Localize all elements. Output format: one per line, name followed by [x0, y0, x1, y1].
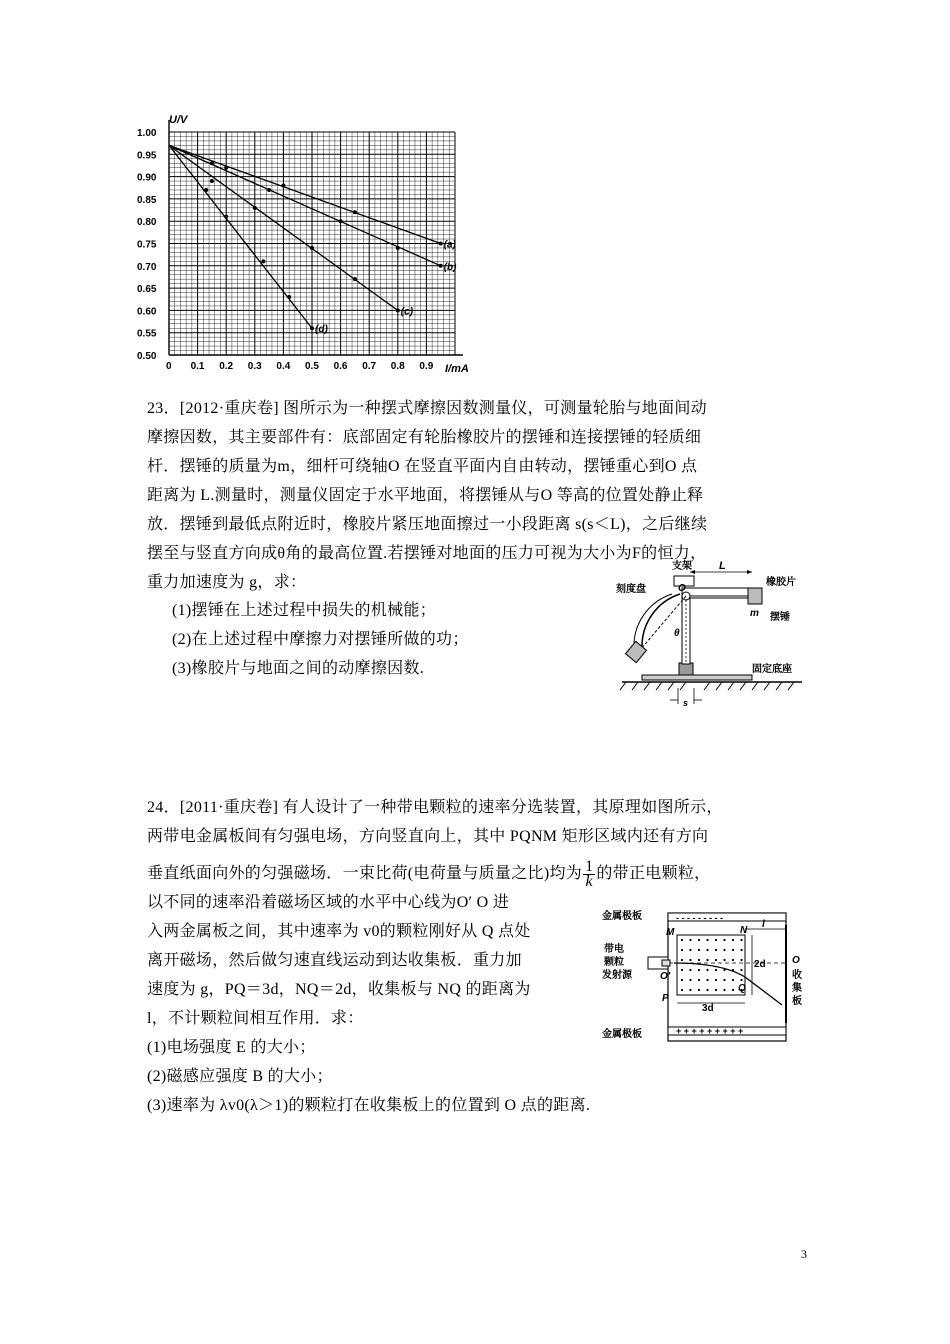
- q24-line-4: 以不同的速率沿着磁场区域的水平中心线为O′ O 进: [147, 894, 510, 911]
- fig24-collector-3: 板: [792, 996, 802, 1007]
- y-tick-label: 0.50: [137, 351, 157, 362]
- fig24-source-label-2: 颗粒: [604, 957, 624, 968]
- field-dot: [698, 959, 700, 961]
- field-dot: [698, 979, 700, 981]
- y-tick-label: 0.65: [137, 284, 157, 296]
- fig23-s-label: s: [683, 698, 689, 708]
- data-point: [210, 179, 214, 183]
- fig23-support-label: 支架: [672, 561, 692, 572]
- chart-ticks: [137, 128, 434, 372]
- q23-sub-2: (2)在上述过程中摩擦力对摆锤所做的功；: [172, 631, 469, 648]
- x-tick-label: 0.8: [390, 361, 405, 372]
- x-tick-label: 0.7: [362, 361, 377, 372]
- y-tick-label: 0.90: [137, 172, 157, 184]
- field-dot: [681, 939, 683, 941]
- fig23-O-label: O: [678, 583, 686, 594]
- data-point: [210, 161, 214, 165]
- data-point: [310, 326, 314, 330]
- field-dot: [689, 939, 691, 941]
- x-tick-label: 0.2: [219, 361, 234, 372]
- y-tick-label: 0.55: [137, 328, 157, 340]
- data-point: [253, 206, 257, 210]
- fig24-3d-label: 3d: [702, 1003, 714, 1014]
- fig24-top-plate-label: 金属极板: [602, 911, 642, 922]
- q24-line-3: [147, 859, 723, 889]
- fig23-rubber-label: 橡胶片: [766, 577, 796, 588]
- q23-line-6: 摆至与竖直方向成θ角的最高位置.若摆锤对地面的压力可视为大小为F的恒力，: [147, 545, 707, 562]
- fig24-Oprime-label: O′: [660, 971, 671, 982]
- field-dot: [723, 939, 725, 941]
- field-dot: [706, 939, 708, 941]
- fig24-O-label: O: [792, 955, 800, 966]
- velocity-selector-figure: [602, 905, 814, 1045]
- field-dot: [706, 949, 708, 951]
- data-point: [261, 259, 265, 263]
- q24-line-3a: 垂直纸面向外的匀强磁场．一束比荷(电荷量与质量之比)均为: [147, 865, 583, 882]
- field-dot: [740, 959, 742, 961]
- y-tick-label: 0.80: [137, 217, 157, 229]
- y-tick-label: 0.60: [137, 306, 157, 318]
- y-tick-label: 1.00: [137, 128, 157, 139]
- y-tick-label: 0.95: [137, 150, 157, 162]
- x-tick-label: 0.5: [305, 361, 319, 372]
- fig24-2d-label: 2d: [754, 959, 766, 970]
- data-point: [287, 295, 291, 299]
- fig24-top-charges: - - - - - - - - -: [676, 913, 723, 923]
- fig23-hammer-label: 摆锤: [770, 612, 790, 623]
- q24-line-5: 入两金属板之间，其中速率为 v0的颗粒刚好从 Q 点处: [147, 923, 531, 940]
- data-point: [353, 277, 357, 281]
- q24-line-8: l，不计颗粒间相互作用．求：: [147, 1010, 364, 1027]
- field-dot: [698, 989, 700, 991]
- field-dot: [681, 969, 683, 971]
- field-dot: [740, 969, 742, 971]
- series-label: (d): [315, 324, 328, 336]
- fig23-L-label: L: [719, 560, 726, 572]
- field-dot: [732, 979, 734, 981]
- q23-line-5: 放．摆锤到最低点附近时，橡胶片紧压地面擦过一小段距离 s(s＜L)，之后继续: [147, 516, 708, 533]
- u-i-chart: [135, 105, 480, 380]
- fig24-collector-2: 集: [792, 983, 802, 994]
- fraction-numerator: 1: [585, 857, 594, 875]
- field-dot: [698, 969, 700, 971]
- fig24-P-label: P: [662, 993, 669, 1004]
- charge-mass-fraction: [583, 857, 595, 890]
- data-point: [224, 215, 228, 219]
- field-dot: [689, 969, 691, 971]
- fig24-N-label: N: [740, 925, 748, 936]
- data-point: [339, 219, 343, 223]
- q23-line-2: 摩擦因数，其主要部件有：底部固定有轮胎橡胶片的摆锤和连接摆锤的轻质细: [147, 429, 702, 446]
- field-dot: [715, 969, 717, 971]
- q24-line-1: 24．[2011·重庆卷] 有人设计了一种带电颗粒的速率分选装置，其原理如图所示，: [147, 799, 723, 816]
- field-dot: [723, 959, 725, 961]
- x-axis-label: I/mA: [445, 363, 469, 375]
- chart-series: [169, 145, 457, 335]
- field-dot: [740, 979, 742, 981]
- series-label: (a): [443, 239, 456, 251]
- field-dot: [732, 989, 734, 991]
- data-point: [396, 308, 400, 312]
- fig23-base-label: 固定底座: [752, 664, 792, 675]
- x-tick-label: 0: [166, 361, 172, 372]
- chart-grid: [169, 120, 463, 355]
- pendulum-tester-figure: [612, 558, 812, 708]
- x-tick-label: 0.6: [333, 361, 348, 372]
- q24-line-2: 两带电金属板间有匀强电场，方向竖直向上，其中 PQNM 矩形区域内还有方向: [147, 828, 709, 845]
- field-dot: [706, 969, 708, 971]
- q23-subquestions: [172, 596, 469, 683]
- q23-sub-1: (1)摆锤在上述过程中损失的机械能；: [172, 602, 437, 619]
- field-dot: [715, 959, 717, 961]
- y-tick-label: 0.75: [137, 239, 157, 251]
- field-dot: [740, 949, 742, 951]
- field-dot: [698, 939, 700, 941]
- x-tick-label: 0.9: [419, 361, 434, 372]
- field-dot: [689, 989, 691, 991]
- field-dot: [732, 959, 734, 961]
- data-point: [310, 246, 314, 250]
- field-dot: [732, 949, 734, 951]
- q24-paragraph-body: [147, 888, 590, 1120]
- data-point: [281, 184, 285, 188]
- q23-line-4: 距离为 L.测量时，测量仪固定于水平地面，将摆锤从与O 等高的位置处静止释: [147, 487, 704, 504]
- field-dot: [689, 959, 691, 961]
- q24-line-7: 速度为 g，PQ＝3d，NQ＝2d，收集板与 NQ 的距离为: [147, 981, 531, 998]
- fraction-denominator: k: [585, 872, 593, 890]
- q23-line-3: 杆．摆锤的质量为m，细杆可绕轴O 在竖直平面内自由转动，摆锤重心到O 点: [147, 458, 698, 475]
- fig24-l-label: l: [762, 919, 765, 930]
- series-line: [169, 145, 441, 265]
- field-dot: [681, 959, 683, 961]
- field-dot: [681, 949, 683, 951]
- fig24-source-label-1: 带电: [604, 944, 624, 955]
- y-tick-label: 0.85: [137, 194, 157, 206]
- field-dot: [732, 939, 734, 941]
- q24-sub-1: (1)电场强度 E 的大小；: [147, 1039, 316, 1056]
- fig24-Q-label: Q: [738, 983, 746, 994]
- field-dot: [715, 939, 717, 941]
- field-dot: [681, 979, 683, 981]
- series-line: [169, 145, 312, 328]
- x-tick-label: 0.3: [247, 361, 262, 372]
- data-point: [439, 264, 443, 268]
- page-number: 3: [801, 1247, 807, 1261]
- q23-line-1: 23．[2012·重庆卷] 图所示为一种摆式摩擦因数测量仪，可测量轮胎与地面间动: [147, 400, 707, 417]
- series-label: (b): [443, 261, 457, 273]
- field-dot: [715, 979, 717, 981]
- fig24-collector-1: 收: [792, 970, 802, 981]
- y-axis-label: U/V: [169, 114, 188, 126]
- fig23-m-label: m: [750, 608, 759, 619]
- series-label: (c): [400, 306, 414, 318]
- fig24-bottom-charges: + + + + + + + + +: [676, 1026, 744, 1036]
- field-dot: [740, 939, 742, 941]
- field-dot: [723, 949, 725, 951]
- data-point: [396, 246, 400, 250]
- x-tick-label: 0.1: [190, 361, 205, 372]
- q23-line-7: 重力加速度为 g，求：: [147, 574, 307, 591]
- field-dot: [681, 989, 683, 991]
- data-point: [204, 188, 208, 192]
- x-tick-label: 0.4: [276, 361, 291, 372]
- field-dot: [723, 979, 725, 981]
- q24-line-3b: 的带正电颗粒，: [596, 865, 711, 882]
- q24-sub-2: (2)磁感应强度 B 的大小；: [147, 1068, 333, 1085]
- fig23-theta-label: θ: [674, 628, 680, 639]
- field-dot: [706, 989, 708, 991]
- field-dot: [689, 949, 691, 951]
- data-point: [439, 242, 443, 246]
- field-dot: [723, 989, 725, 991]
- y-tick-label: 0.70: [137, 261, 157, 273]
- field-dot: [715, 989, 717, 991]
- q23-sub-3: (3)橡胶片与地面之间的动摩擦因数.: [172, 660, 425, 677]
- field-dot: [715, 949, 717, 951]
- fig23-dial-label: 刻度盘: [616, 584, 646, 595]
- field-dot: [698, 949, 700, 951]
- field-dot: [689, 979, 691, 981]
- data-point: [267, 188, 271, 192]
- fig24-bottom-plate-label: 金属极板: [602, 1029, 642, 1040]
- field-dot: [706, 959, 708, 961]
- data-point: [224, 166, 228, 170]
- field-dot: [706, 979, 708, 981]
- fig24-source-label-3: 发射源: [602, 970, 632, 981]
- data-point: [353, 210, 357, 214]
- q24-line-6: 离开磁场，然后做匀速直线运动到达收集板．重力加: [147, 952, 522, 969]
- fig24-M-label: M: [666, 927, 675, 938]
- q24-paragraph-top: [147, 793, 723, 889]
- q24-sub-3: (3)速率为 λv0(λ＞1)的颗粒打在收集板上的位置到 O 点的距离.: [147, 1097, 591, 1114]
